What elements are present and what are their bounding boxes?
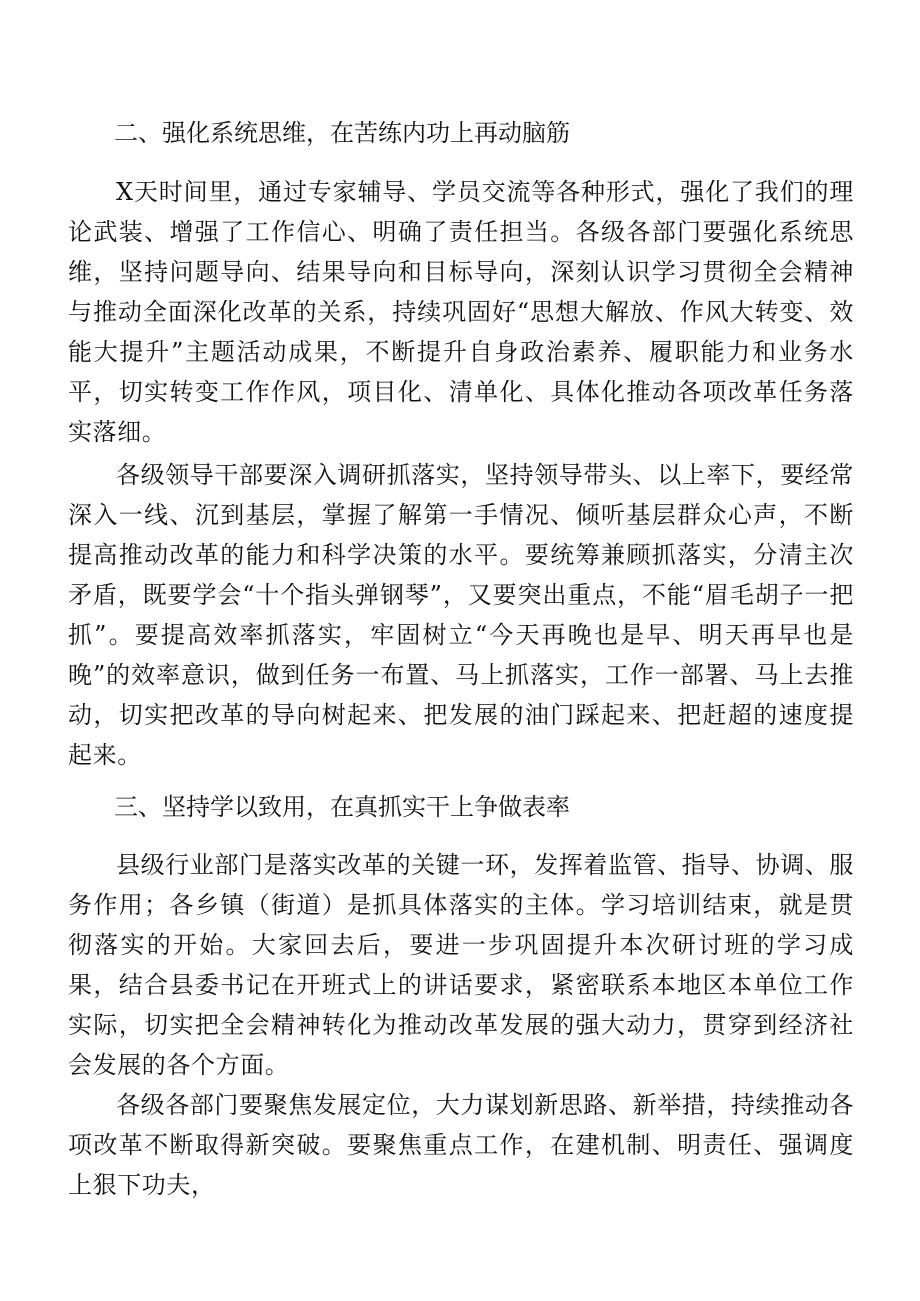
section-two-heading: 二、强化系统思维，在苦练内功上再动脑筋 [114,119,570,147]
section-two-paragraph-1: X天时间里，通过专家辅导、学员交流等各种形式，强化了我们的理论武装、增强了工作信心、明确了责任担当。各级各部门要强化系统思维，坚持问题导向、结果导向和目标导向，深刻认识学习贯彻全会精神与推动全面深化改革的关系，持续巩固好“思想大解放、作风大转变、效能大提升”主题活动成果，不断提升自身政治素养、履职能力和业务水平，切实转变工作作风，项目化、清单化、具体化推动各项改革任务落实落细。 [68,178,854,446]
section-three-paragraph-1: 县级行业部门是落实改革的关键一环，发挥着监管、指导、协调、服务作用；各乡镇（街道）是抓具体落实的主体。学习培训结束，就是贯彻落实的开始。大家回去后，要进一步巩固提升本次研讨班的学习成果，结合县委书记在开班式上的讲话要求，紧密联系本地区本单位工作实际，切实把全会精神转化为推动改革发展的强大动力，贯穿到经济社会发展的各个方面。 [68,851,854,1079]
section-two-paragraph-2: 各级领导干部要深入调研抓落实，坚持领导带头、以上率下，要经常深入一线、沉到基层，掌握了解第一手情况、倾听基层群众心声，不断提高推动改革的能力和科学决策的水平。要统筹兼顾抓落实，分清主次矛盾，既要学会“十个指头弹钢琴”，又要突出重点，不能“眉毛胡子一把抓”。要提高效率抓落实，牢固树立“今天再晚也是早、明天再早也是晚”的效率意识，做到任务一布置、马上抓落实，工作一部署、马上去推动，切实把改革的导向树起来、把发展的油门踩起来、把赶超的速度提起来。 [68,461,854,769]
section-three-heading: 三、坚持学以致用，在真抓实干上争做表率 [114,793,570,821]
section-three-paragraph-2: 各级各部门要聚焦发展定位，大力谋划新思路、新举措，持续推动各项改革不断取得新突破。要聚焦重点工作，在建机制、明责任、强调度上狠下功夫， [68,1091,854,1199]
